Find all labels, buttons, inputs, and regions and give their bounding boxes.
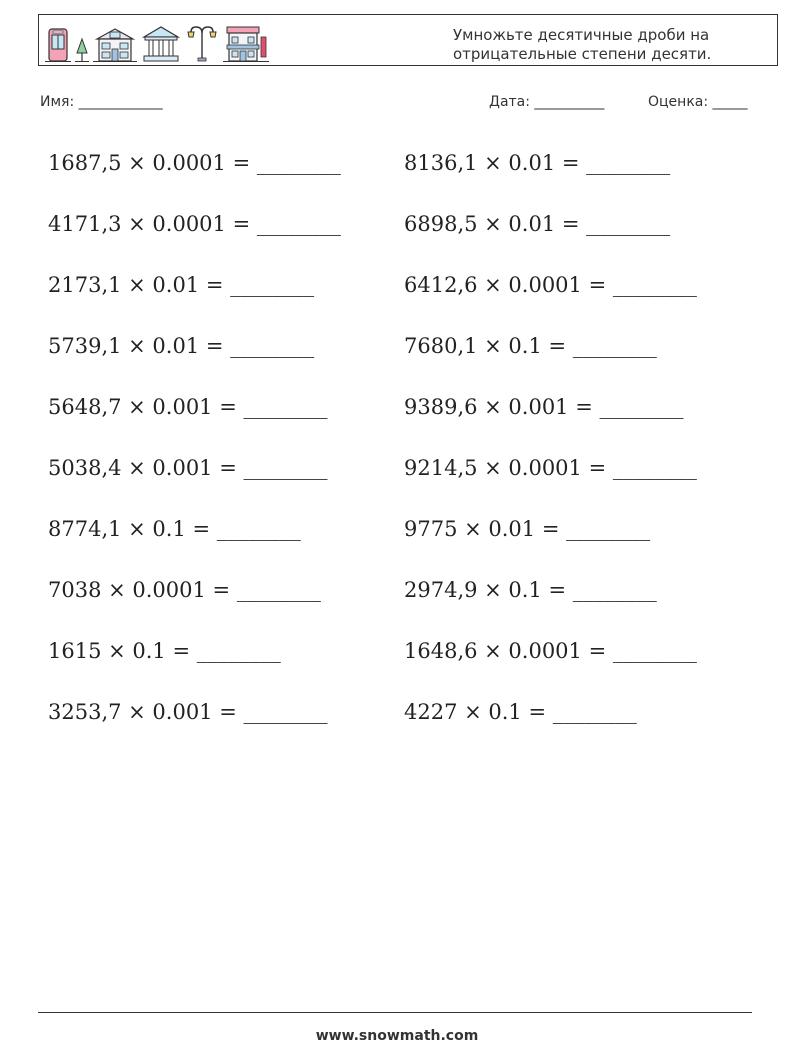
phone-booth-icon	[45, 23, 71, 63]
problem-right-1: 8136,1 × 0.01 = ________	[404, 151, 671, 175]
problem-right-3: 6412,6 × 0.0001 = ________	[404, 273, 697, 297]
tree-icon	[75, 23, 89, 63]
house-icon	[93, 23, 137, 63]
problem-right-6: 9214,5 × 0.0001 = ________	[404, 456, 697, 480]
problem-right-10: 4227 × 0.1 = ________	[404, 700, 637, 724]
hotel-icon	[223, 23, 269, 63]
title-line-2: отрицательные степени десяти.	[453, 45, 712, 63]
worksheet-title	[453, 26, 773, 64]
date-field[interactable]: Дата: __________	[489, 94, 605, 110]
header-icons	[45, 19, 269, 63]
problem-right-8: 2974,9 × 0.1 = ________	[404, 578, 657, 602]
worksheet-header	[38, 14, 778, 66]
problem-left-3: 2173,1 × 0.01 = ________	[48, 273, 315, 297]
problem-left-9: 1615 × 0.1 = ________	[48, 639, 281, 663]
problem-right-7: 9775 × 0.01 = ________	[404, 517, 651, 541]
footer-divider	[38, 1012, 752, 1013]
title-line-1: Умножьте десятичные дроби на	[453, 26, 710, 44]
problem-left-10: 3253,7 × 0.001 = ________	[48, 700, 328, 724]
problem-right-5: 9389,6 × 0.001 = ________	[404, 395, 684, 419]
problem-left-8: 7038 × 0.0001 = ________	[48, 578, 321, 602]
problem-left-4: 5739,1 × 0.01 = ________	[48, 334, 315, 358]
problem-left-2: 4171,3 × 0.0001 = ________	[48, 212, 341, 236]
footer-url[interactable]: www.snowmath.com	[315, 1028, 479, 1044]
problem-right-2: 6898,5 × 0.01 = ________	[404, 212, 671, 236]
problem-left-1: 1687,5 × 0.0001 = ________	[48, 151, 341, 175]
problem-right-9: 1648,6 × 0.0001 = ________	[404, 639, 697, 663]
museum-icon	[141, 23, 181, 63]
street-lamp-icon	[185, 23, 219, 63]
problem-left-5: 5648,7 × 0.001 = ________	[48, 395, 328, 419]
grade-field[interactable]: Оценка: _____	[648, 94, 748, 110]
problem-left-6: 5038,4 × 0.001 = ________	[48, 456, 328, 480]
problem-left-7: 8774,1 × 0.1 = ________	[48, 517, 301, 541]
name-field[interactable]: Имя: ____________	[40, 94, 163, 110]
problem-right-4: 7680,1 × 0.1 = ________	[404, 334, 657, 358]
